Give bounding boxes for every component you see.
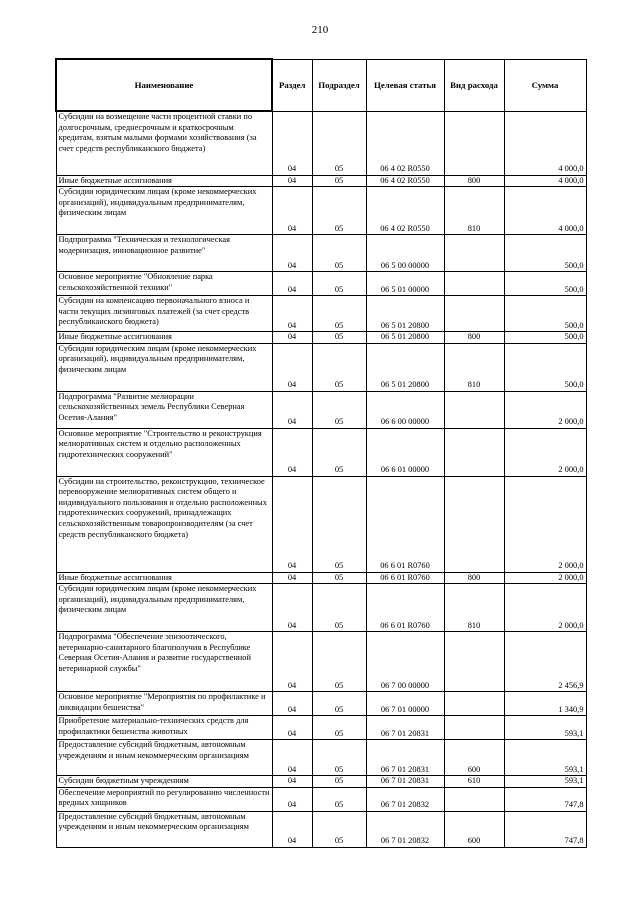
row-sum: 2 456,9 [504,632,586,692]
table-row [56,476,586,572]
table-row [56,776,586,788]
row-podrazdel: 05 [312,175,366,187]
row-name: Субсидии бюджетным учреждениям [56,776,272,788]
row-podrazdel: 05 [312,740,366,776]
row-kind [444,111,504,175]
row-kind [444,428,504,476]
header-sum: Сумма [504,59,586,111]
row-sum: 500,0 [504,296,586,332]
table-row [56,716,586,740]
row-podrazdel: 05 [312,428,366,476]
row-target: 06 6 01 R0760 [366,572,444,584]
row-kind [444,692,504,716]
table-row [56,428,586,476]
row-target: 06 5 01 20800 [366,332,444,344]
row-target: 06 7 01 20832 [366,811,444,847]
row-podrazdel: 05 [312,811,366,847]
row-razdel: 04 [272,187,312,235]
row-razdel: 04 [272,692,312,716]
row-target: 06 4 02 R0550 [366,175,444,187]
row-razdel: 04 [272,584,312,632]
row-podrazdel: 05 [312,391,366,428]
row-kind [444,476,504,572]
row-target: 06 5 01 00000 [366,272,444,296]
row-name: Приобретение материально-технических средств для профилактики бешенства животных [56,716,272,740]
table-row [56,787,586,811]
row-podrazdel: 05 [312,476,366,572]
row-razdel: 04 [272,811,312,847]
row-podrazdel: 05 [312,632,366,692]
row-razdel: 04 [272,632,312,692]
header-target: Целевая статья [366,59,444,111]
row-sum: 4 000,0 [504,175,586,187]
row-name: Подпрограмма "Обеспечение эпизоотического, ветеринарно-санитарного благополучия в Республике Северная Осетия-Алания и развитие государственной ветеринарной службы" [56,632,272,692]
row-sum: 2 000,0 [504,572,586,584]
row-podrazdel: 05 [312,187,366,235]
row-razdel: 04 [272,235,312,272]
row-kind [444,391,504,428]
table-row [56,391,586,428]
row-name: Предоставление субсидий бюджетным, автономным учреждениям и иным некоммерческим организациям [56,740,272,776]
row-sum: 593,1 [504,716,586,740]
table-row [56,692,586,716]
row-name: Основное мероприятие "Мероприятия по профилактике и ликвидации бешенства" [56,692,272,716]
row-name: Иные бюджетные ассигнования [56,332,272,344]
row-kind [444,787,504,811]
row-kind: 600 [444,740,504,776]
row-name: Субсидии на строительство, реконструкцию, техническое перевооружение мелиоративных систем общего и индивидуального пользования и отдельно расположенных гидротехнических сооружений, принадлежащих сельскохозяйственным товаропроизводителям (за счет средств республиканского бюджета) [56,476,272,572]
row-name: Основное мероприятие "Строительство и реконструкция мелиоративных систем и отдельно расположенных гидротехнических сооружений" [56,428,272,476]
table-row [56,632,586,692]
row-sum: 2 000,0 [504,428,586,476]
row-name: Предоставление субсидий бюджетным, автономным учреждениям и иным некоммерческим организациям [56,811,272,847]
row-razdel: 04 [272,476,312,572]
row-sum: 4 000,0 [504,111,586,175]
row-razdel: 04 [272,343,312,391]
row-target: 06 6 01 00000 [366,428,444,476]
row-razdel: 04 [272,572,312,584]
row-name: Субсидии юридическим лицам (кроме некоммерческих организаций), индивидуальным предпринимателям, физическим лицам [56,187,272,235]
row-podrazdel: 05 [312,572,366,584]
row-kind [444,296,504,332]
row-razdel: 04 [272,787,312,811]
table-row [56,296,586,332]
row-podrazdel: 05 [312,332,366,344]
header-kind: Вид расхода [444,59,504,111]
row-target: 06 4 02 R0550 [366,111,444,175]
row-target: 06 7 01 20832 [366,787,444,811]
row-podrazdel: 05 [312,787,366,811]
row-podrazdel: 05 [312,111,366,175]
page-number: 210 [311,24,329,36]
row-target: 06 7 01 20831 [366,716,444,740]
row-razdel: 04 [272,296,312,332]
row-kind: 600 [444,811,504,847]
row-razdel: 04 [272,716,312,740]
header-podrazdel: Подраздел [312,59,366,111]
row-podrazdel: 05 [312,235,366,272]
header-name: Наименование [56,59,272,111]
row-podrazdel: 05 [312,272,366,296]
table-row [56,343,586,391]
table-row [56,175,586,187]
row-razdel: 04 [272,776,312,788]
table-row [56,187,586,235]
table-row [56,332,586,344]
row-target: 06 7 01 20831 [366,740,444,776]
row-podrazdel: 05 [312,343,366,391]
budget-table [55,58,587,848]
row-kind: 800 [444,572,504,584]
row-razdel: 04 [272,428,312,476]
row-name: Обеспечение мероприятий по регулированию численности вредных хищников [56,787,272,811]
row-kind: 800 [444,175,504,187]
row-sum: 747,8 [504,811,586,847]
row-podrazdel: 05 [312,692,366,716]
row-kind [444,272,504,296]
row-kind [444,716,504,740]
row-name: Субсидии юридическим лицам (кроме некоммерческих организаций), индивидуальным предпринимателям, физическим лицам [56,343,272,391]
row-target: 06 6 00 00000 [366,391,444,428]
row-sum: 593,1 [504,740,586,776]
row-sum: 500,0 [504,332,586,344]
table-row [56,272,586,296]
row-sum: 500,0 [504,343,586,391]
row-sum: 500,0 [504,235,586,272]
row-razdel: 04 [272,740,312,776]
row-sum: 2 000,0 [504,476,586,572]
row-sum: 2 000,0 [504,391,586,428]
row-name: Субсидии на возмещение части процентной ставки по долгосрочным, среднесрочным и краткосрочным кредитам, взятым малыми формами хозяйствования (за счет средств республиканского бюджета) [56,111,272,175]
row-target: 06 7 01 20831 [366,776,444,788]
table-row [56,740,586,776]
row-kind [444,632,504,692]
row-razdel: 04 [272,175,312,187]
row-name: Иные бюджетные ассигнования [56,175,272,187]
table-row [56,235,586,272]
row-name: Иные бюджетные ассигнования [56,572,272,584]
table-header-row [56,59,586,111]
row-target: 06 7 00 00000 [366,632,444,692]
row-kind: 810 [444,187,504,235]
row-target: 06 6 01 R0760 [366,584,444,632]
row-name: Подпрограмма "Техническая и технологическая модернизация, инновационное развитие" [56,235,272,272]
table-row [56,811,586,847]
row-name: Субсидии юридическим лицам (кроме некоммерческих организаций), индивидуальным предпринимателям, физическим лицам [56,584,272,632]
table-row [56,584,586,632]
row-sum: 1 340,9 [504,692,586,716]
row-target: 06 6 01 R0760 [366,476,444,572]
row-kind: 800 [444,332,504,344]
row-sum: 747,8 [504,787,586,811]
row-kind: 810 [444,343,504,391]
table-row [56,572,586,584]
row-kind: 810 [444,584,504,632]
row-target: 06 7 01 00000 [366,692,444,716]
row-razdel: 04 [272,111,312,175]
row-razdel: 04 [272,391,312,428]
row-target: 06 5 00 00000 [366,235,444,272]
row-sum: 2 000,0 [504,584,586,632]
row-target: 06 5 01 20800 [366,343,444,391]
row-sum: 593,1 [504,776,586,788]
row-kind: 610 [444,776,504,788]
row-name: Субсидии на компенсацию первоначального взноса и части текущих лизинговых платежей (за счет средств республиканского бюджета) [56,296,272,332]
row-sum: 500,0 [504,272,586,296]
row-name: Подпрограмма "Развитие мелиорации сельскохозяйственных земель Республики Северная Осетия-Алания" [56,391,272,428]
row-target: 06 4 02 R0550 [366,187,444,235]
row-razdel: 04 [272,332,312,344]
row-podrazdel: 05 [312,584,366,632]
row-sum: 4 000,0 [504,187,586,235]
row-podrazdel: 05 [312,776,366,788]
row-razdel: 04 [272,272,312,296]
row-podrazdel: 05 [312,716,366,740]
row-target: 06 5 01 20800 [366,296,444,332]
row-podrazdel: 05 [312,296,366,332]
row-name: Основное мероприятие "Обновление парка сельскохозяйственной техники" [56,272,272,296]
header-razdel: Раздел [272,59,312,111]
row-kind [444,235,504,272]
table-row [56,111,586,175]
